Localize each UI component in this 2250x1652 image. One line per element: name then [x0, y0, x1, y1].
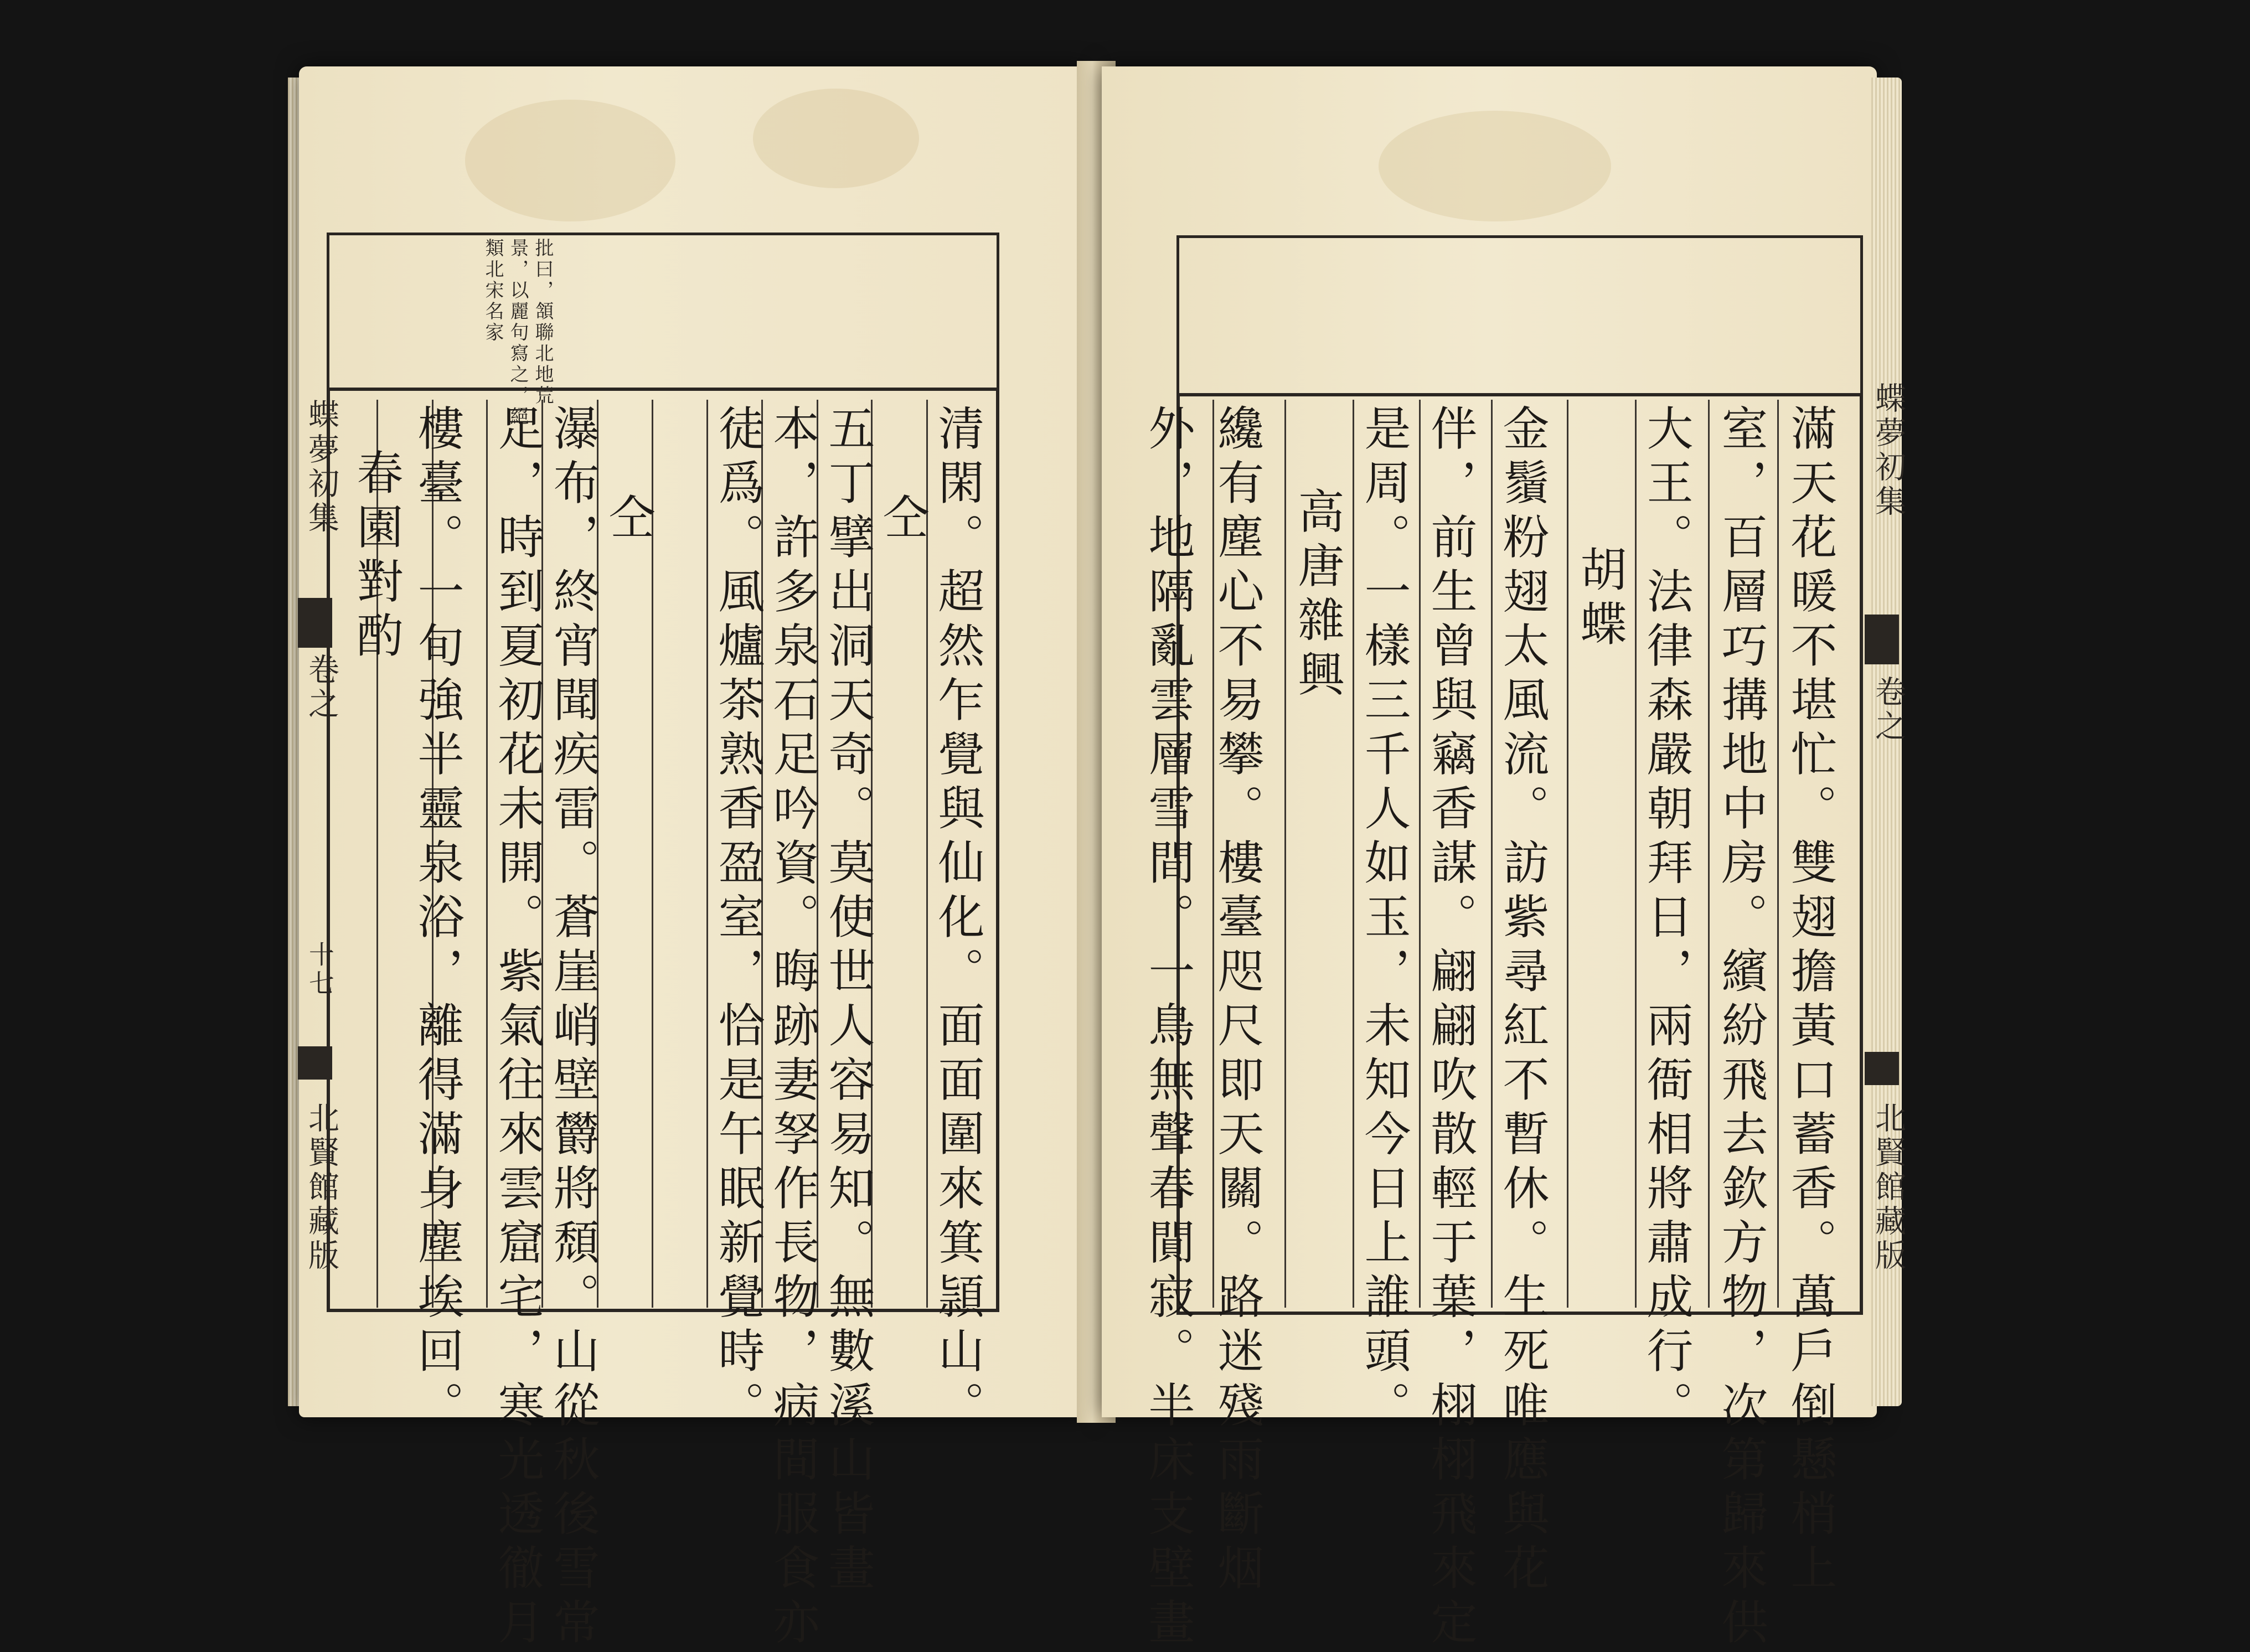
left-margin-volume: 卷之 — [303, 653, 339, 722]
left-line-4: 本，許多泉石足吟資。晦跡妻孥作長物，病間服食亦 — [766, 404, 820, 1652]
right-margin-title: 蝶夢初集 — [1870, 382, 1906, 519]
paper-stain — [753, 89, 919, 188]
left-line-9: 樓臺。一旬強半靈泉浴，離得滿身塵埃回。 — [410, 404, 465, 1435]
right-line-4: 胡蝶 — [1573, 545, 1627, 654]
paper-stain — [1379, 111, 1611, 221]
left-note-line-1: 批曰，頷聯北地荒 — [531, 238, 554, 406]
left-line-8: 足，時到夏初花未開。紫氣往來雲窟宅，寒光透徹月 — [491, 404, 545, 1652]
right-line-8: 高唐雜興 — [1291, 487, 1345, 704]
right-line-3: 大王。法律森嚴朝拜日，兩衙相將肅成行。 — [1639, 404, 1694, 1435]
left-line-5: 徒爲。風爐茶熟香盈室，恰是午眠新覺時。 — [711, 404, 765, 1435]
column-rule — [1567, 400, 1622, 1308]
right-line-5: 金鬚粉翅太風流。訪紫尋紅不暫休。生死唯應與花 — [1495, 404, 1550, 1598]
fish-tail-mark — [298, 598, 332, 648]
right-header-box — [1176, 235, 1863, 396]
left-margin-publisher: 北賢館藏版 — [303, 1102, 339, 1273]
right-line-7: 是周。一樣三千人如玉，未知今日上誰頭。 — [1357, 404, 1411, 1435]
paper-stain — [465, 100, 675, 221]
right-margin-publisher: 北賢館藏版 — [1870, 1102, 1906, 1273]
right-line-1: 滿天花暖不堪忙。雙翅擔黃口蓄香。萬戶倒懸梢上 — [1783, 404, 1838, 1598]
fish-tail-mark — [298, 1046, 332, 1080]
fish-tail-mark — [1865, 615, 1899, 664]
left-line-6: 仝 — [601, 493, 656, 547]
right-line-2: 室，百層巧搆地中房。繽紛飛去欽方物，次第歸來供 — [1714, 404, 1768, 1652]
left-note-line-3: 類北宋名家 — [482, 238, 504, 343]
fish-tail-mark — [1865, 1052, 1899, 1085]
left-margin-page: 十七 — [305, 941, 335, 999]
left-line-10: 春園對酌 — [349, 448, 404, 665]
left-note-line-2: 景，以麗句寫之，絕 — [507, 238, 529, 427]
right-line-9: 纔有塵心不易攀。樓臺咫尺即天關。路迷殘雨斷烟 — [1210, 404, 1265, 1598]
right-line-6: 伴，前生曾與竊香謀。翩翩吹散輕于葉，栩栩飛來定 — [1423, 404, 1478, 1652]
left-margin-title: 蝶夢初集 — [303, 399, 339, 536]
right-line-10: 外，地隔亂雲層雪間。一鳥無聲春閴寂。半床支壁畫 — [1141, 404, 1195, 1652]
right-margin-volume: 卷之 — [1870, 675, 1906, 744]
left-line-7: 瀑布，終宵聞疾雷。蒼崖峭壁欝將頹。山從秋後雪常 — [546, 404, 600, 1652]
left-line-3: 五丁擘出洞天奇。莫使世人容易知。無數溪山皆畫 — [821, 404, 875, 1598]
left-header-box — [327, 233, 999, 391]
column-rule — [652, 400, 707, 1308]
left-line-2: 仝 — [875, 493, 930, 547]
left-line-1: 清閑。超然乍覺與仙化。面面圍來箕頴山。 — [931, 404, 985, 1435]
